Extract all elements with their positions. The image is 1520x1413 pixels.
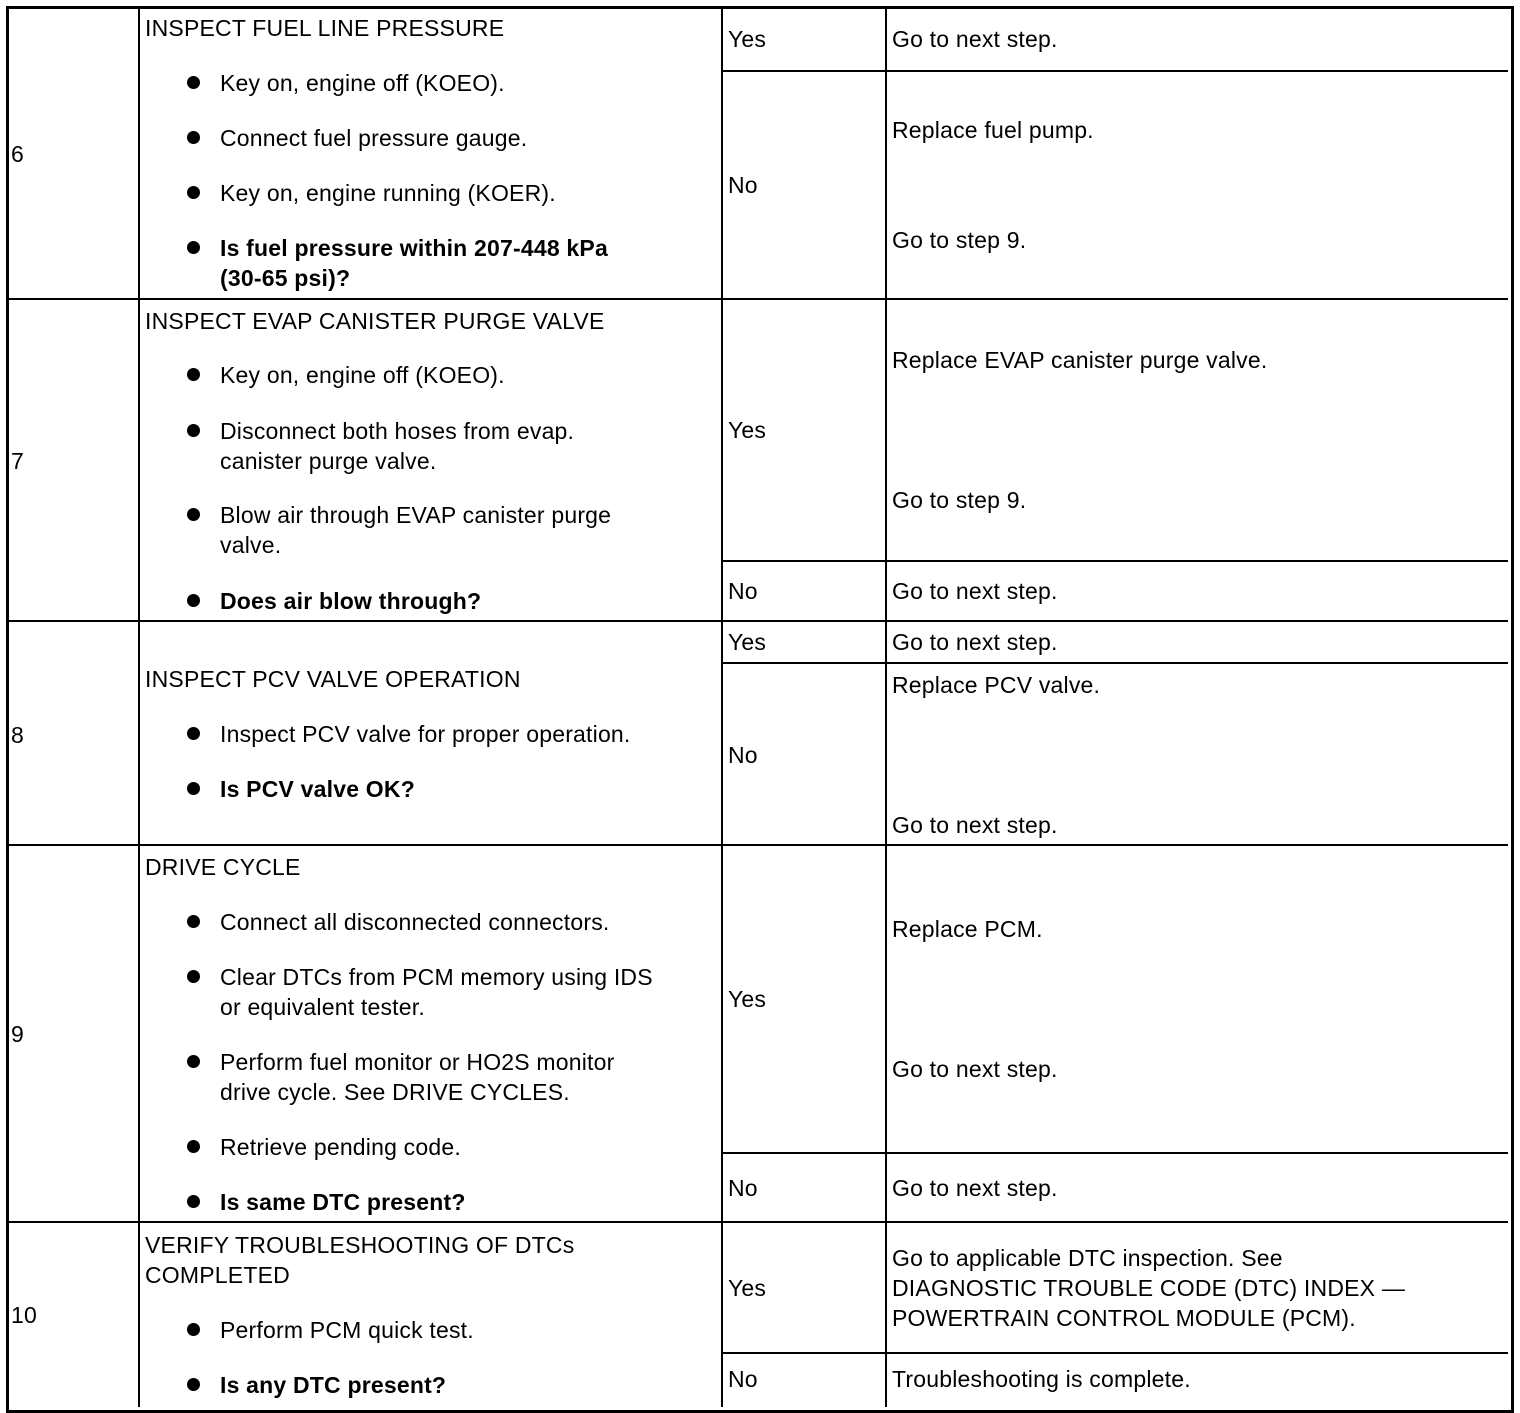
step-bullet: Key on, engine off (KOEO). xyxy=(220,70,505,96)
step-number: 10 xyxy=(11,1302,37,1328)
step-number: 6 xyxy=(11,141,24,167)
step-bullet-cont: canister purge valve. xyxy=(220,448,437,474)
column-divider xyxy=(138,6,140,1407)
no-label: No xyxy=(728,172,758,198)
step-number: 9 xyxy=(11,1021,24,1047)
step-question: Is any DTC present? xyxy=(220,1372,447,1398)
step-title: INSPECT PCV VALVE OPERATION xyxy=(145,666,521,692)
yes-action: Replace EVAP canister purge valve. xyxy=(892,347,1268,373)
yes-no-divider xyxy=(721,662,1508,664)
step-bullet: Blow air through EVAP canister purge xyxy=(220,502,612,528)
step-title: INSPECT EVAP CANISTER PURGE VALVE xyxy=(145,308,605,334)
step-bullet: Retrieve pending code. xyxy=(220,1134,461,1160)
step-bullet: Clear DTCs from PCM memory using IDS xyxy=(220,964,653,990)
yes-action: Go to applicable DTC inspection. See xyxy=(892,1245,1283,1271)
no-label: No xyxy=(728,742,758,768)
step-bullet-cont: or equivalent tester. xyxy=(220,994,425,1020)
step-bullet: Disconnect both hoses from evap. xyxy=(220,418,575,444)
no-action: Go to step 9. xyxy=(892,227,1027,253)
no-action: Go to next step. xyxy=(892,1175,1058,1201)
step-bullet-cont: valve. xyxy=(220,532,282,558)
step-bullet-cont: drive cycle. See DRIVE CYCLES. xyxy=(220,1079,570,1105)
step-title: DRIVE CYCLE xyxy=(145,854,301,880)
step-question: Is same DTC present? xyxy=(220,1189,466,1215)
step-title: VERIFY TROUBLESHOOTING OF DTCs xyxy=(145,1232,575,1258)
column-divider xyxy=(885,6,887,1407)
row-divider xyxy=(6,844,1508,846)
step-bullet: Connect fuel pressure gauge. xyxy=(220,125,528,151)
yes-label: Yes xyxy=(728,986,767,1012)
step-question: Is fuel pressure within 207-448 kPa xyxy=(220,235,608,261)
step-number: 7 xyxy=(11,448,24,474)
step-bullet: Key on, engine off (KOEO). xyxy=(220,362,505,388)
step-bullet: Perform fuel monitor or HO2S monitor xyxy=(220,1049,615,1075)
step-question: Does air blow through? xyxy=(220,588,482,614)
no-label: No xyxy=(728,1175,758,1201)
no-action: Troubleshooting is complete. xyxy=(892,1366,1191,1392)
step-question-cont: (30-65 psi)? xyxy=(220,265,351,291)
yes-action: DIAGNOSTIC TROUBLE CODE (DTC) INDEX — xyxy=(892,1275,1406,1301)
row-divider xyxy=(6,620,1508,622)
yes-no-divider xyxy=(721,560,1508,562)
yes-no-divider xyxy=(721,1352,1508,1354)
no-action: Replace fuel pump. xyxy=(892,117,1094,143)
yes-no-divider xyxy=(721,70,1508,72)
step-question: Is PCV valve OK? xyxy=(220,776,415,802)
yes-label: Yes xyxy=(728,629,767,655)
step-bullet: Connect all disconnected connectors. xyxy=(220,909,610,935)
no-label: No xyxy=(728,1366,758,1392)
no-label: No xyxy=(728,578,758,604)
yes-action: Go to next step. xyxy=(892,26,1058,52)
no-action: Go to next step. xyxy=(892,578,1058,604)
no-action: Replace PCV valve. xyxy=(892,672,1101,698)
no-action: Go to next step. xyxy=(892,812,1058,838)
step-bullet: Perform PCM quick test. xyxy=(220,1317,474,1343)
yes-no-divider xyxy=(721,1152,1508,1154)
step-title: INSPECT FUEL LINE PRESSURE xyxy=(145,15,505,41)
step-bullet: Key on, engine running (KOER). xyxy=(220,180,556,206)
yes-action: Go to next step. xyxy=(892,629,1058,655)
yes-action: POWERTRAIN CONTROL MODULE (PCM). xyxy=(892,1305,1356,1331)
yes-action: Go to next step. xyxy=(892,1056,1058,1082)
yes-action: Go to step 9. xyxy=(892,487,1027,513)
yes-action: Replace PCM. xyxy=(892,916,1043,942)
yes-label: Yes xyxy=(728,26,767,52)
row-divider xyxy=(6,298,1508,300)
step-title-cont: COMPLETED xyxy=(145,1262,290,1288)
step-bullet: Inspect PCV valve for proper operation. xyxy=(220,721,631,747)
yes-label: Yes xyxy=(728,1275,767,1301)
column-divider xyxy=(721,6,723,1407)
row-divider xyxy=(6,1221,1508,1223)
yes-label: Yes xyxy=(728,417,767,443)
step-number: 8 xyxy=(11,722,24,748)
